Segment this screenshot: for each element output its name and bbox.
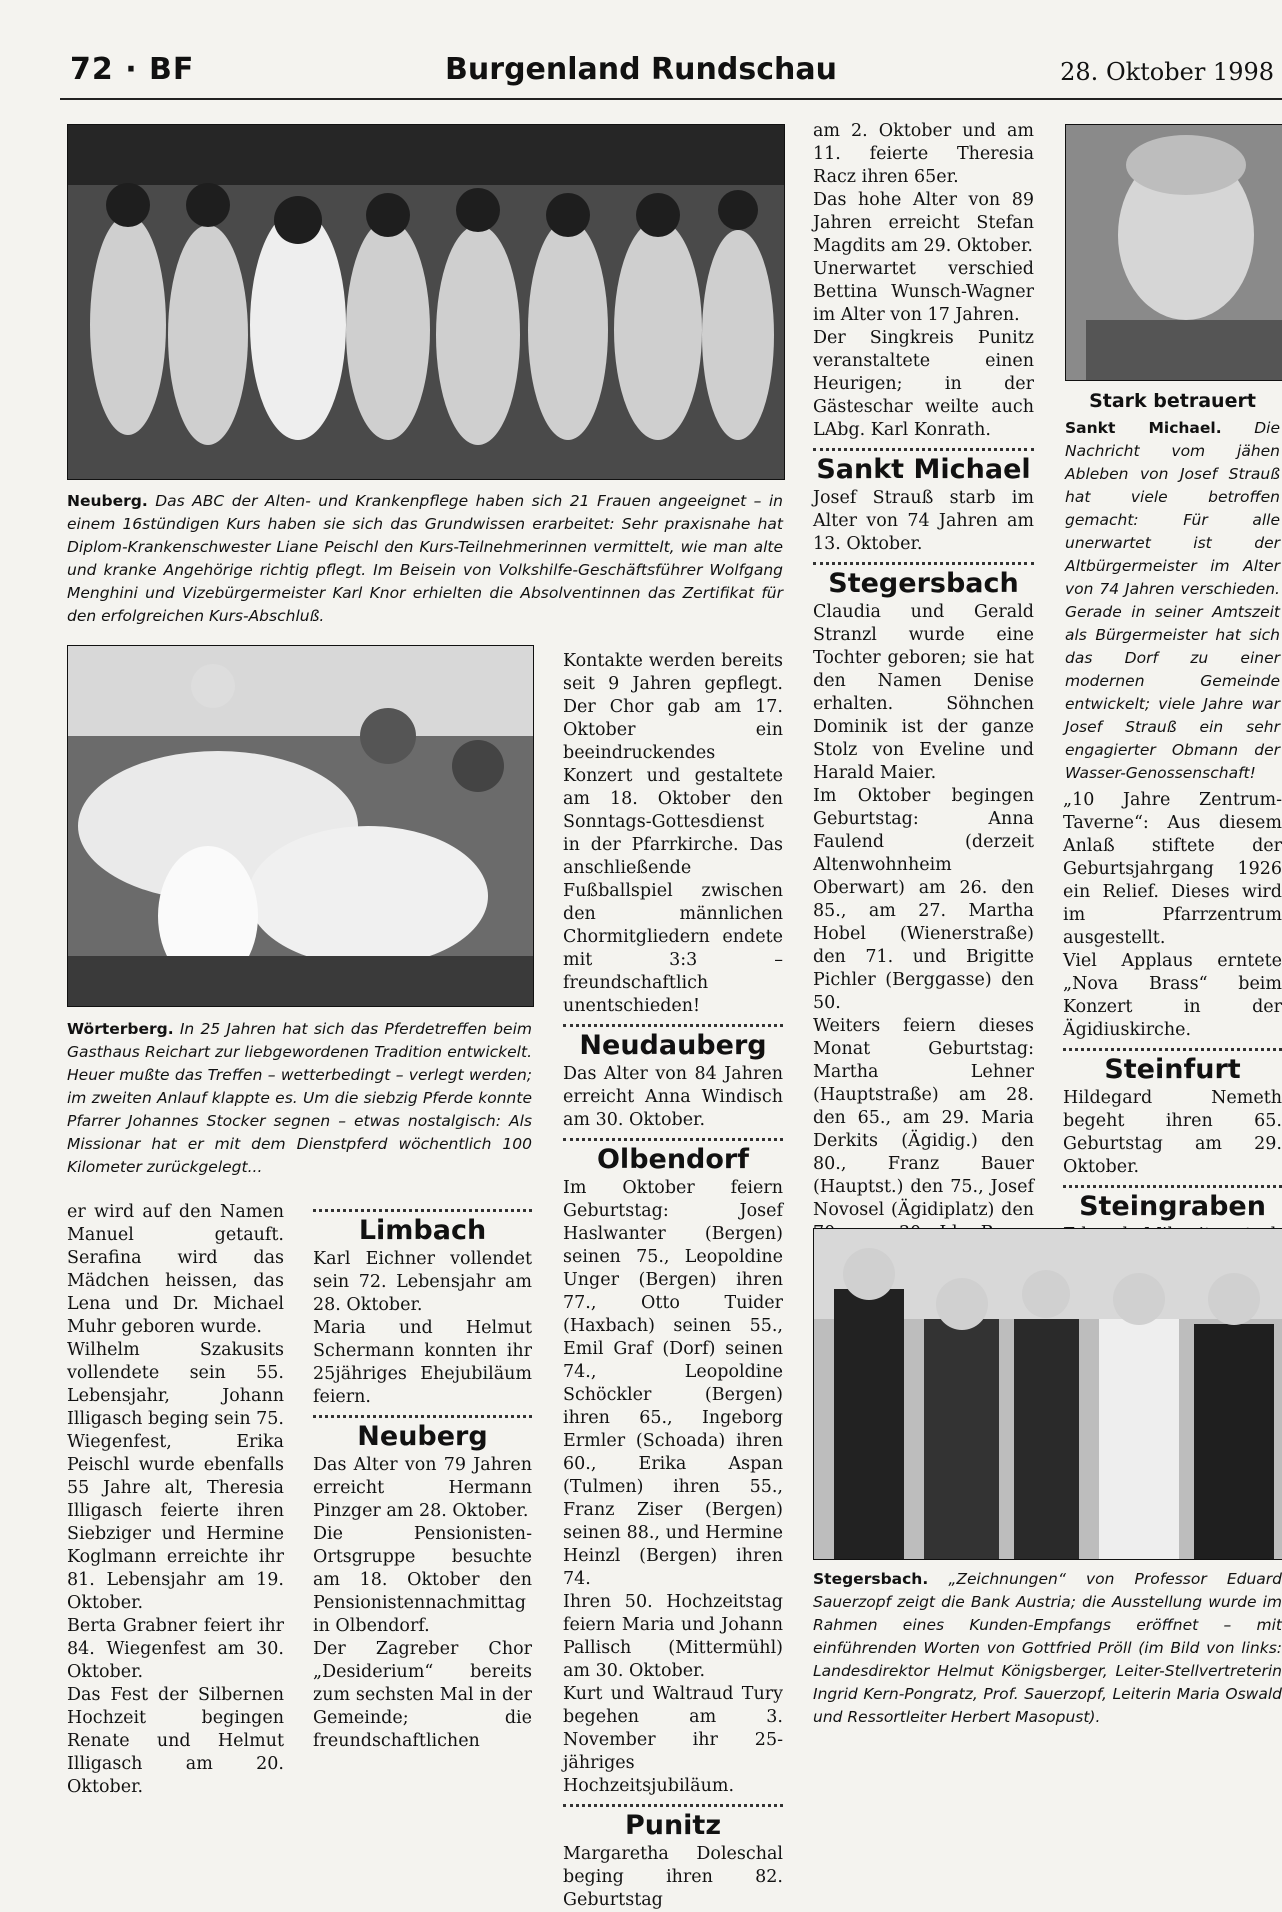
section-heading-neuberg: Neuberg bbox=[357, 1421, 488, 1452]
column-limbach bbox=[313, 1203, 532, 1753]
paragraph: Der Singkreis Punitz veranstaltete einen Heurigen; in der Gästeschar weilte auch LAbg. Karl Konrath. bbox=[813, 328, 1034, 440]
paragraph: Ihren 50. Hochzeitstag feiern Maria und Johann Pallisch (Mittermühl) am 30. Oktober. bbox=[563, 1592, 783, 1681]
section-heading-olbendorf: Olbendorf bbox=[596, 1144, 749, 1175]
section-heading-sankt-michael: Sankt Michael bbox=[816, 454, 1031, 485]
paragraph: Im Oktober begingen Geburtstag: Anna Faulend (derzeit Altenwohnheim Oberwart) am 26. den 85., am 27. Martha Hobel (Wienerstraße) den 71. und Brigitte Pichler (Berggasse) den 50. bbox=[813, 786, 1034, 1013]
section-heading-stegersbach: Stegersbach bbox=[828, 568, 1019, 599]
paragraph: „10 Jahre Zentrum-Taverne“: Aus diesem Anlaß stiftete der Geburtsjahrgang 1926 ein Relief. Dieses wird im Pfarrzentrum ausgestellt. bbox=[1063, 790, 1282, 948]
paragraph: Der Zagreber Chor „Desiderium“ bereits zum sechsten Mal in der Gemeinde; die freundschaftlichen bbox=[313, 1639, 532, 1751]
caption-place: Neuberg. bbox=[67, 492, 148, 510]
paragraph: Kurt und Waltraud Tury begehen am 3. November ihr 25-jähriges Hochzeitsjubiläum. bbox=[563, 1684, 783, 1796]
paragraph: Die Pensionisten-Ortsgruppe besuchte am 18. Oktober den Pensionistennachmittag in Olbendorf. bbox=[313, 1524, 532, 1636]
section-divider bbox=[313, 1415, 532, 1418]
paragraph: Josef Strauß starb im Alter von 74 Jahren am 13. Oktober. bbox=[813, 488, 1034, 554]
paragraph: Karl Eichner vollendet sein 72. Lebensjahr am 28. Oktober. bbox=[313, 1249, 532, 1315]
stegersbach-reception-photo bbox=[813, 1228, 1282, 1560]
section-divider bbox=[1063, 1185, 1282, 1188]
caption-title: Stark betrauert bbox=[1089, 390, 1256, 412]
column-far-right bbox=[1063, 789, 1282, 1270]
stegersbach-caption bbox=[813, 1568, 1282, 1729]
column-middle bbox=[563, 650, 783, 1912]
neuberg-caption bbox=[67, 490, 783, 628]
caption-text: „Zeichnungen“ von Professor Eduard Sauerzopf zeigt die Bank Austria; die Ausstellung wurde im Rahmen eines Kunden-Empfangs eröffnet – mit einführenden Worten von Gottfried Pröll (im Bild von links: Landesdirektor Helmut Königsberger, Leiter-Stellvertreterin Ingrid Kern-Pongratz, Prof. Sauerzopf, Leiterin Maria Oswald und Ressortleiter Herbert Masopust). bbox=[813, 1570, 1282, 1726]
section-divider bbox=[313, 1209, 532, 1212]
paragraph: Wilhelm Szakusits vollendete sein 55. Lebensjahr, Johann Illigasch beging sein 75. Wiegenfest, Erika Peischl wurde ebenfalls 55 Jahre alt, Theresia Illigasch feierte ihren Siebziger und Hermine Koglmann erreichte ihr 81. Lebensjahr am 19. Oktober. bbox=[67, 1340, 284, 1613]
caption-place: Wörterberg. bbox=[67, 1020, 174, 1038]
paragraph: Claudia und Gerald Stranzl wurde eine Tochter geboren; sie hat den Namen Denise erhalten. Söhnchen Dominik ist der ganze Stolz von Eveline und Harald Maier. bbox=[813, 602, 1034, 783]
paragraph: Das Alter von 84 Jahren erreicht Anna Windisch am 30. Oktober. bbox=[563, 1064, 783, 1130]
column-right bbox=[813, 120, 1034, 1314]
header-rule bbox=[60, 98, 1282, 100]
paragraph: Das Fest der Silbernen Hochzeit begingen Renate und Helmut Illigasch am 20. Oktober. bbox=[67, 1685, 284, 1797]
section-divider bbox=[813, 448, 1034, 451]
caption-place: Stegersbach. bbox=[813, 1570, 929, 1588]
section-divider bbox=[563, 1138, 783, 1141]
section-divider bbox=[813, 562, 1034, 565]
section-divider bbox=[563, 1024, 783, 1027]
paragraph: Im Oktober feiern Geburtstag: Josef Haslwanter (Bergen) seinen 75., Leopoldine Unger (Bergen) ihren 77., Otto Tuider (Haxbach) seinen 55., Emil Graf (Dorf) seinen 74., Leopoldine Schöckler (Bergen) ihren 65., Ingeborg Ermler (Schoada) ihren 60., Erika Aspan (Tulmen) ihren 55., Franz Ziser (Bergen) seinen 88., und Hermine Heinzl (Bergen) ihren 74. bbox=[563, 1178, 783, 1589]
section-divider bbox=[563, 1804, 783, 1807]
section-heading-steingraben: Steingraben bbox=[1079, 1191, 1266, 1222]
paragraph: Viel Applaus erntete „Nova Brass“ beim Konzert in der Ägidiuskirche. bbox=[1063, 951, 1282, 1040]
paragraph: Kontakte werden bereits seit 9 Jahren gepflegt. Der Chor gab am 17. Oktober ein beeindruckendes Konzert und gestaltete am 18. Oktober den Sonntags-Gottesdienst in der Pfarrkirche. Das anschließende Fußballspiel zwischen den männlichen Chormitgliedern endete mit 3:3 – freundschaftlich unentschieden! bbox=[563, 651, 783, 1016]
caption-text: In 25 Jahren hat sich das Pferdetreffen beim Gasthaus Reichart zur liebgewordenen Tradition entwickelt. Heuer mußte das Treffen – wetterbedingt – verlegt werden; im zweiten Anlauf klappte es. Um die siebzig Pferde konnte Pfarrer Johannes Stocker segnen – etwas nostalgisch: Als Missionar hat er mit dem Dienstpferd wöchentlich 100 Kilometer zurückgelegt... bbox=[67, 1020, 532, 1176]
section-heading-punitz: Punitz bbox=[624, 1810, 722, 1841]
neuberg-group-photo bbox=[67, 124, 785, 480]
section-divider bbox=[1063, 1048, 1282, 1051]
stark-caption bbox=[1065, 390, 1280, 785]
section-heading-steinfurt: Steinfurt bbox=[1104, 1054, 1241, 1085]
paragraph: er wird auf den Namen Manuel getauft. Serafina wird das Mädchen heissen, das Lena und Dr. Michael Muhr geboren wurde. bbox=[67, 1202, 284, 1337]
woerterberg-horse-photo bbox=[67, 645, 534, 1007]
section-heading-limbach: Limbach bbox=[358, 1215, 487, 1246]
paragraph: Hildegard Nemeth begeht ihren 65. Geburtstag am 29. Oktober. bbox=[1063, 1088, 1282, 1177]
column-left bbox=[67, 1201, 284, 1799]
paragraph: Das Alter von 79 Jahren erreicht Hermann Pinzger am 28. Oktober. bbox=[313, 1455, 532, 1521]
woerterberg-caption bbox=[67, 1018, 532, 1179]
caption-text: Die Nachricht vom jähen Ableben von Josef Strauß hat viele betroffen gemacht: Für alle unerwartet ist der Altbürgermeister im Alter von 74 Jahren verschieden. Gerade in seiner Amtszeit als Bürgermeister hat sich das Dorf zu einer modernen Gemeinde entwickelt; viele Jahre war Josef Strauß ein sehr engagierter Obmann der Wasser-Genossenschaft! bbox=[1065, 419, 1280, 782]
paragraph: Maria und Helmut Schermann konnten ihr 25jähriges Ehejubiläum feiern. bbox=[313, 1318, 532, 1407]
paragraph: Das hohe Alter von 89 Jahren erreicht Stefan Magdits am 29. Oktober. bbox=[813, 190, 1034, 256]
caption-place: Sankt Michael. bbox=[1065, 419, 1222, 437]
section-heading-neudauberg: Neudauberg bbox=[579, 1030, 767, 1061]
portrait-photo-strauss bbox=[1065, 124, 1282, 381]
paragraph: Margaretha Doleschal beging ihren 82. Geburtstag bbox=[563, 1844, 783, 1910]
page-section: 72 · BF bbox=[70, 52, 195, 87]
paragraph: Unerwartet verschied Bettina Wunsch-Wagner im Alter von 17 Jahren. bbox=[813, 259, 1034, 325]
paragraph: Weiters feiern dieses Monat Geburtstag: Martha Lehner (Hauptstraße) am 28. den 65., am 29. Maria Derkits (Ägidig.) den 80., Franz Bauer (Hauptst.) den 75., Josef Novosel (Ägidiplatz) den bbox=[813, 1016, 1034, 1220]
paragraph: Berta Grabner feiert ihr 84. Wiegenfest am 30. Oktober. bbox=[67, 1616, 284, 1682]
caption-text: Das ABC der Alten- und Krankenpflege haben sich 21 Frauen angeeignet – in einem 16stündigen Kurs haben sie sich das Grundwissen erarbeitet: Sehr praxisnahe hat Diplom-Krankenschwester Liane Peischl den Kurs-Teilnehmerinnen vermittelt, wie man alte und kranke Angehörige richtig pflegt. Im Beisein von Volkshilfe-Geschäftsführer Wolfgang Menghini und Vizebürgermeister Karl Knor erhielten die Absolventinnen das Zertifikat für den erfolgreichen Kurs-Abschluß. bbox=[67, 492, 783, 625]
newspaper-title: Burgenland Rundschau bbox=[445, 52, 837, 87]
paragraph: am 2. Oktober und am 11. feierte Theresia Racz ihren 65er. bbox=[813, 121, 1034, 187]
issue-date: 28. Oktober 1998 bbox=[1060, 58, 1274, 86]
